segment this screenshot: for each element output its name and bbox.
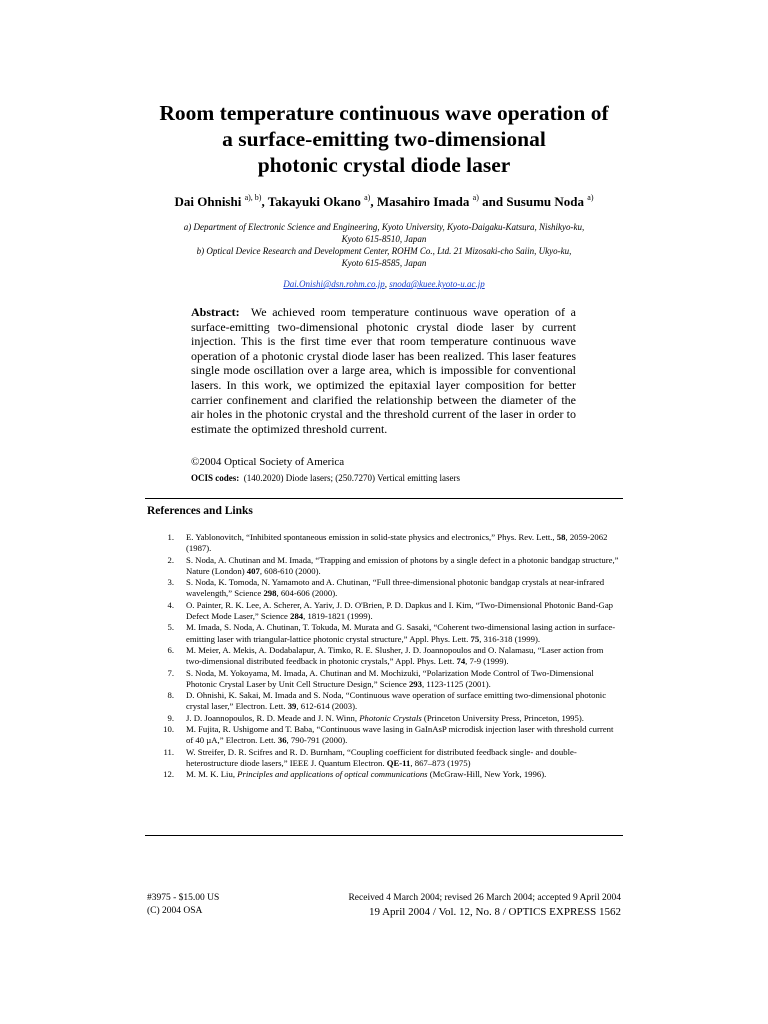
reference-text [186,747,620,770]
reference-text-part: , 1123-1125 (2001). [421,678,491,689]
reference-volume: 407 [246,565,260,576]
footer-left [147,892,219,918]
reference-number: 7. [167,667,174,678]
reference-number: 10. [163,724,174,735]
affiliation-line: a) Department of Electronic Science and Engineering, Kyoto University, Kyoto-Daigaku-Katsura, Nishikyo-ku, [183,222,585,232]
reference-item [150,600,620,623]
author-name: Susumu Noda [506,194,585,209]
reference-item [150,622,620,645]
reference-text-part: S. Noda, K. Tomoda, N. Yamamoto and A. Chutinan, “Full three-dimensional photonic bandgap crystals at near-infrared wavelength,” Science [186,577,605,599]
divider [145,835,623,836]
reference-number: 8. [167,690,174,701]
reference-text-part: , 867–873 (1975) [410,757,471,768]
reference-volume: 293 [408,678,422,689]
reference-volume: 58 [556,532,566,542]
reference-number: 11. [163,746,174,757]
reference-volume: 74 [456,656,466,667]
reference-number: 12. [163,769,174,780]
author-name: Takayuki Okano [267,194,361,209]
reference-text-part: D. Ohnishi, K. Sakai, M. Imada and S. Noda, “Continuous wave operation of surface emitting two-dimensional photonic crystal laser,” Electron. Lett. [186,690,607,712]
author-affiliation-mark: a), b) [244,193,262,202]
reference-list [150,532,620,781]
reference-text [186,668,620,691]
reference-text-part: M. Imada, S. Noda, A. Chutinan, T. Tokuda, M. Murata and G. Sasaki, “Coherent two-dimensional lasing action in surface-emitting laser with triangular-lattice photonic crystal structure,” Appl. Phys. Lett. [186,622,616,644]
reference-text [186,690,620,713]
footer-right [348,892,621,920]
footer-copyright: (C) 2004 OSA [147,906,203,916]
reference-text-part: (Princeton University Press, Princeton, 1995). [421,712,584,723]
reference-text-part: , 2059-2062 (1987). [186,532,608,554]
reference-text-part: E. Yablonovitch, “Inhibited spontaneous emission in solid-state physics and electronics,” Phys. Rev. Lett., [186,532,557,542]
reference-text [186,555,620,578]
author-name: Masahiro Imada [376,194,470,209]
reference-text-part: M. M. K. Liu, [186,769,238,780]
reference-item [150,769,620,780]
reference-text-part: (McGraw-Hill, New York, 1996). [427,769,547,780]
article-id-price: #3975 - $15.00 US [147,893,220,903]
reference-volume: QE-11 [386,757,411,768]
author-list [60,190,708,210]
reference-text-part: W. Streifer, D. R. Scifres and R. D. Burnham, “Coupling coefficient for distributed feedback single- and double-heterostructure diode lasers,” IEEE J. Quantum Electron. [186,746,577,768]
reference-volume: 39 [287,701,297,712]
references-heading: References and Links [147,505,253,517]
paper-title [100,100,668,178]
abstract-label: Abstract: [191,305,240,319]
author-name: Dai Ohnishi [174,194,242,209]
email-separator: , [384,279,390,289]
reference-text [186,532,620,555]
divider [145,498,623,499]
reference-text [186,724,620,747]
email-link[interactable]: snoda@kuee.kyoto-u.ac.jp [389,279,485,289]
reference-text-part: M. Meier, A. Mekis, A. Dodabalapur, A. Timko, R. E. Slusher, J. D. Joannopoulos and O. Nalamasu, “Laser action from two-dimensional distributed feedback in photonic crystals,” Appl. Phys. Lett. [186,644,604,667]
ocis-text: (140.2020) Diode lasers; (250.7270) Vertical emitting lasers [243,473,461,483]
author-affiliation-mark: a) [364,193,371,202]
reference-number: 3. [167,577,174,588]
reference-item [150,645,620,668]
reference-number: 6. [167,644,174,655]
author-affiliation-mark: a) [587,193,594,202]
reference-text [186,577,620,600]
author-separator: , [261,194,268,209]
abstract [191,305,576,436]
reference-text-part: , 612-614 (2003). [296,701,358,712]
reference-text-part: , 790-791 (2000). [286,735,348,746]
reference-text-part: S. Noda, M. Yokoyama, M. Imada, A. Chutinan and M. Mochizuki, “Polarization Mode Control of Two-Dimensional Photonic Crystal Laser by Unit Cell Structure Design,” Science [186,667,594,689]
reference-number: 9. [167,712,174,723]
ocis-codes [191,472,460,484]
title-line: a surface-emitting two-dimensional [222,127,546,151]
author-affiliation-mark: a) [472,193,479,202]
reference-item [150,747,620,770]
reference-item [150,668,620,691]
reference-number: 5. [167,622,174,633]
email-link[interactable]: Dai.Onishi@dsn.rohm.co.jp [283,279,385,289]
reference-number: 2. [167,554,174,565]
reference-text [186,713,620,724]
reference-text [186,645,620,668]
reference-volume: 298 [263,588,277,599]
affiliation-line: b) Optical Device Research and Development Center, ROHM Co., Ltd. 21 Mizosaki-cho Saiin, Ukyo-ku, [196,246,572,256]
copyright-notice: ©2004 Optical Society of America [191,456,345,468]
affiliation-line: Kyoto 615-8510, Japan [341,234,427,244]
affiliation-line: Kyoto 615-8585, Japan [341,258,427,268]
reference-text [186,769,620,780]
title-line: photonic crystal diode laser [257,153,511,177]
reference-text-part: O. Painter, R. K. Lee, A. Scherer, A. Yariv, J. D. O'Brien, P. D. Dapkus and I. Kim, “Two-Dimensional Photonic Band-Gap Defect Mode Laser,” Science [186,599,614,622]
reference-text-part: , 7-9 (1999). [465,656,509,667]
reference-text-part: , 604-606 (2000). [276,588,338,599]
reference-text [186,600,620,623]
reference-text-part: J. D. Joannopoulos, R. D. Meade and J. N. Winn, [186,712,360,723]
reference-volume: 75 [470,633,480,644]
reference-item [150,690,620,713]
reference-text-part: S. Noda, A. Chutinan and M. Imada, “Trapping and emission of photons by a single defect in a photonic bandgap structure,” Nature (London) [186,554,619,576]
author-separator: and [478,194,507,209]
reference-text-part: , 316-318 (1999). [479,633,541,644]
reference-item [150,713,620,724]
reference-text-part: , 608-610 (2000). [259,565,321,576]
reference-volume: 284 [290,611,304,622]
reference-volume: 36 [277,735,287,746]
reference-item [150,532,620,555]
reference-text-part: M. Fujita, R. Ushigome and T. Baba, “Continuous wave lasing in GaInAsP microdisk injection laser with threshold current of 40 µA,” Electron. Lett. [186,724,614,746]
title-line: Room temperature continuous wave operation of [159,101,609,125]
abstract-text: We achieved room temperature continuous wave operation of a surface-emitting two-dimensional photonic crystal diode laser by current injection. This is the first time ever that room temperature continuous wave operation of a photonic crystal diode laser has been realized. This laser features single mode oscillation over a large area, which is impossible for conventional lasers. In this work, we optimized the epitaxial layer composition for better carrier confinement and clarified the relationship between the diameter of the air holes in the photonic crystal and the threshold current of the laser in order to estimate the optimized threshold current. [191,305,576,436]
reference-book-title: Principles and applications of optical communications [237,769,428,780]
email-line [60,278,708,290]
ocis-label: OCIS codes: [191,473,240,483]
reference-number: 4. [167,599,174,610]
affiliations [60,221,708,269]
reference-text [186,622,620,645]
reference-item [150,724,620,747]
reference-text-part: , 1819-1821 (1999). [303,611,373,622]
reference-item [150,555,620,578]
reference-number: 1. [167,532,174,542]
issue-info: 19 April 2004 / Vol. 12, No. 8 / OPTICS EXPRESS 1562 [368,906,621,918]
received-dates: Received 4 March 2004; revised 26 March 2004; accepted 9 April 2004 [348,893,621,903]
reference-item [150,577,620,600]
author-separator: , [370,194,377,209]
reference-book-title: Photonic Crystals [359,712,422,723]
